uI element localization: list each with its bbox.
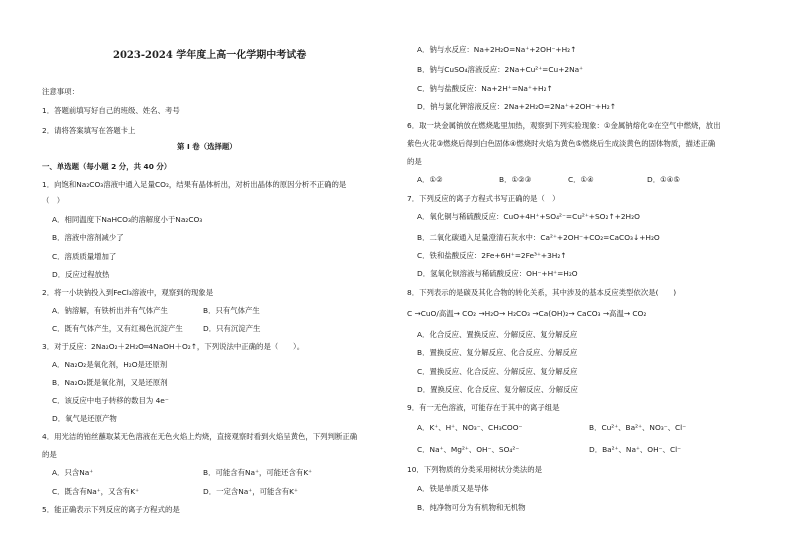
q4-option-c: C．既含有Na⁺，又含有K⁺	[52, 487, 139, 496]
question-9: 9．有一无色溶液，可能存在于其中的离子组是	[407, 403, 560, 412]
q9-option-a: A．K⁺、H⁺、NO₃⁻、CH₃COO⁻	[417, 423, 523, 432]
q1-option-c: C．溶质质量增加了	[52, 252, 117, 261]
q8-option-b: B．置换反应、复分解反应、化合反应、分解反应	[417, 348, 578, 357]
q7-option-d: D．氢氧化钡溶液与稀硫酸反应：OH⁻+H⁺=H₂O	[417, 269, 578, 278]
question-4-cont: 的是	[42, 450, 57, 459]
q8-option-c: C．置换反应、化合反应、分解反应、复分解反应	[417, 367, 578, 376]
q2-option-c: C．既有气体产生，又有红褐色沉淀产生	[52, 324, 183, 333]
q2-option-b: B．只有气体产生	[203, 306, 260, 315]
question-7: 7．下列反应的离子方程式书写正确的是（ ）	[407, 194, 560, 203]
q2-option-d: D．只有沉淀产生	[203, 324, 261, 333]
q6-option-d: D．①④⑤	[647, 175, 680, 184]
question-2: 2．将一小块钠投入到FeCl₃溶液中，观察到的现象是	[42, 288, 214, 297]
q9-option-c: C．Na⁺、Mg²⁺、OH⁻、SO₄²⁻	[417, 445, 520, 454]
q5-option-d: D．钠与氯化钾溶液反应：2Na+2H₂O=2Na⁺+2OH⁻+H₂↑	[417, 102, 616, 111]
part-1-heading: 第 I 卷（选择题）	[177, 142, 237, 151]
notice-2: 2．请将答案填写在答题卡上	[42, 126, 136, 135]
q3-option-c: C．该反应中电子转移的数目为 4e⁻	[52, 396, 169, 405]
q4-option-a: A．只含Na⁺	[52, 468, 94, 477]
q1-option-a: A．相同温度下NaHCO₃的溶解度小于Na₂CO₃	[52, 215, 203, 224]
question-6-cont2: 的是	[407, 157, 422, 166]
q5-option-a: A．钠与水反应：Na+2H₂O=Na⁺+2OH⁻+H₂↑	[417, 45, 577, 54]
q6-option-c: C．①④	[568, 175, 594, 184]
q7-option-a: A．氧化铜与稀硫酸反应：CuO+4H⁺+SO₄²⁻=Cu²⁺+SO₂↑+2H₂O	[417, 212, 640, 221]
notice-1: 1．答题前填写好自己的班级、姓名、考号	[42, 106, 180, 115]
q8-option-a: A．化合反应、置换反应、分解反应、复分解反应	[417, 330, 578, 339]
question-6: 6．取一块金属钠放在燃烧匙里加热，观察到下列实验现象：①金属钠熔化②在空气中燃烧，放出	[407, 121, 721, 130]
question-1-paren: （ ）	[42, 196, 65, 205]
q3-option-a: A．Na₂O₂是氧化剂，H₂O是还原剂	[52, 360, 168, 369]
right-column	[397, 0, 794, 560]
question-4: 4．用光洁的铂丝蘸取某无色溶液在无色火焰上灼烧，直接观察时看到火焰呈黄色，下列判断正确	[42, 432, 358, 441]
q5-option-c: C．钠与盐酸反应：Na+2H⁺=Na⁺+H₂↑	[417, 84, 553, 93]
notice-title: 注意事项：	[42, 87, 79, 96]
q7-option-c: C．铁和盐酸反应：2Fe+6H⁺=2Fe³⁺+3H₂↑	[417, 251, 567, 260]
q6-option-a: A．①②	[417, 175, 443, 184]
q8-reaction-chain: C →CuO/高温→ CO₂ →H₂O→ H₂CO₃ →Ca(OH)₂→ CaCO₃ →高温→ CO₂	[407, 309, 647, 318]
q4-option-b: B．可能含有Na⁺，可能还含有K⁺	[203, 468, 313, 477]
q4-option-d: D．一定含Na⁺，可能含有K⁺	[203, 487, 298, 496]
q1-option-b: B．溶液中溶剂减少了	[52, 233, 124, 242]
question-8: 8．下列表示的是碳及其化合物的转化关系，其中涉及的基本反应类型依次是( )	[407, 288, 677, 297]
exam-title: 2023-2024 学年度上高一化学期中考试卷	[113, 50, 307, 61]
question-1: 1．向饱和Na₂CO₃溶液中通入足量CO₂，结果有晶体析出，对析出晶体的原因分析不正确的是	[42, 180, 347, 189]
question-3: 3．对于反应：2Na₂O₂＋2H₂O═4NaOH＋O₂↑，下列说法中正确的是（ ）。	[42, 342, 305, 351]
q2-option-a: A．钠溶解，有铁析出并有气体产生	[52, 306, 168, 315]
q10-option-b: B．纯净物可分为有机物和无机物	[417, 503, 526, 512]
q1-option-d: D．反应过程放热	[52, 270, 110, 279]
question-10: 10．下列物质的分类采用树状分类法的是	[407, 465, 543, 474]
q7-option-b: B．二氧化碳通入足量澄清石灰水中：Ca²⁺+2OH⁻+CO₂=CaCO₃↓+H₂O	[417, 233, 660, 242]
section-1-heading: 一、单选题（每小题 2 分，共 40 分）	[42, 162, 172, 171]
question-5: 5．能正确表示下列反应的离子方程式的是	[42, 505, 180, 514]
q3-option-b: B．Na₂O₂既是氧化剂，又是还原剂	[52, 378, 168, 387]
q9-option-d: D．Ba²⁺、Na⁺、OH⁻、Cl⁻	[589, 445, 682, 454]
q9-option-b: B．Cu²⁺、Ba²⁺、NO₃⁻、Cl⁻	[589, 423, 687, 432]
q5-option-b: B．钠与CuSO₄溶液反应：2Na+Cu²⁺=Cu+2Na⁺	[417, 65, 584, 74]
q10-option-a: A．铁是单质又是导体	[417, 484, 489, 493]
q8-option-d: D．置换反应、化合反应、复分解反应、分解反应	[417, 385, 578, 394]
q3-option-d: D．氧气是还原产物	[52, 414, 117, 423]
q6-option-b: B．①②③	[499, 175, 532, 184]
question-6-cont: 紫色火花③燃烧后得到白色固体④燃烧时火焰为黄色⑤燃烧后生成淡黄色的固体物质，描述正确	[407, 139, 716, 148]
